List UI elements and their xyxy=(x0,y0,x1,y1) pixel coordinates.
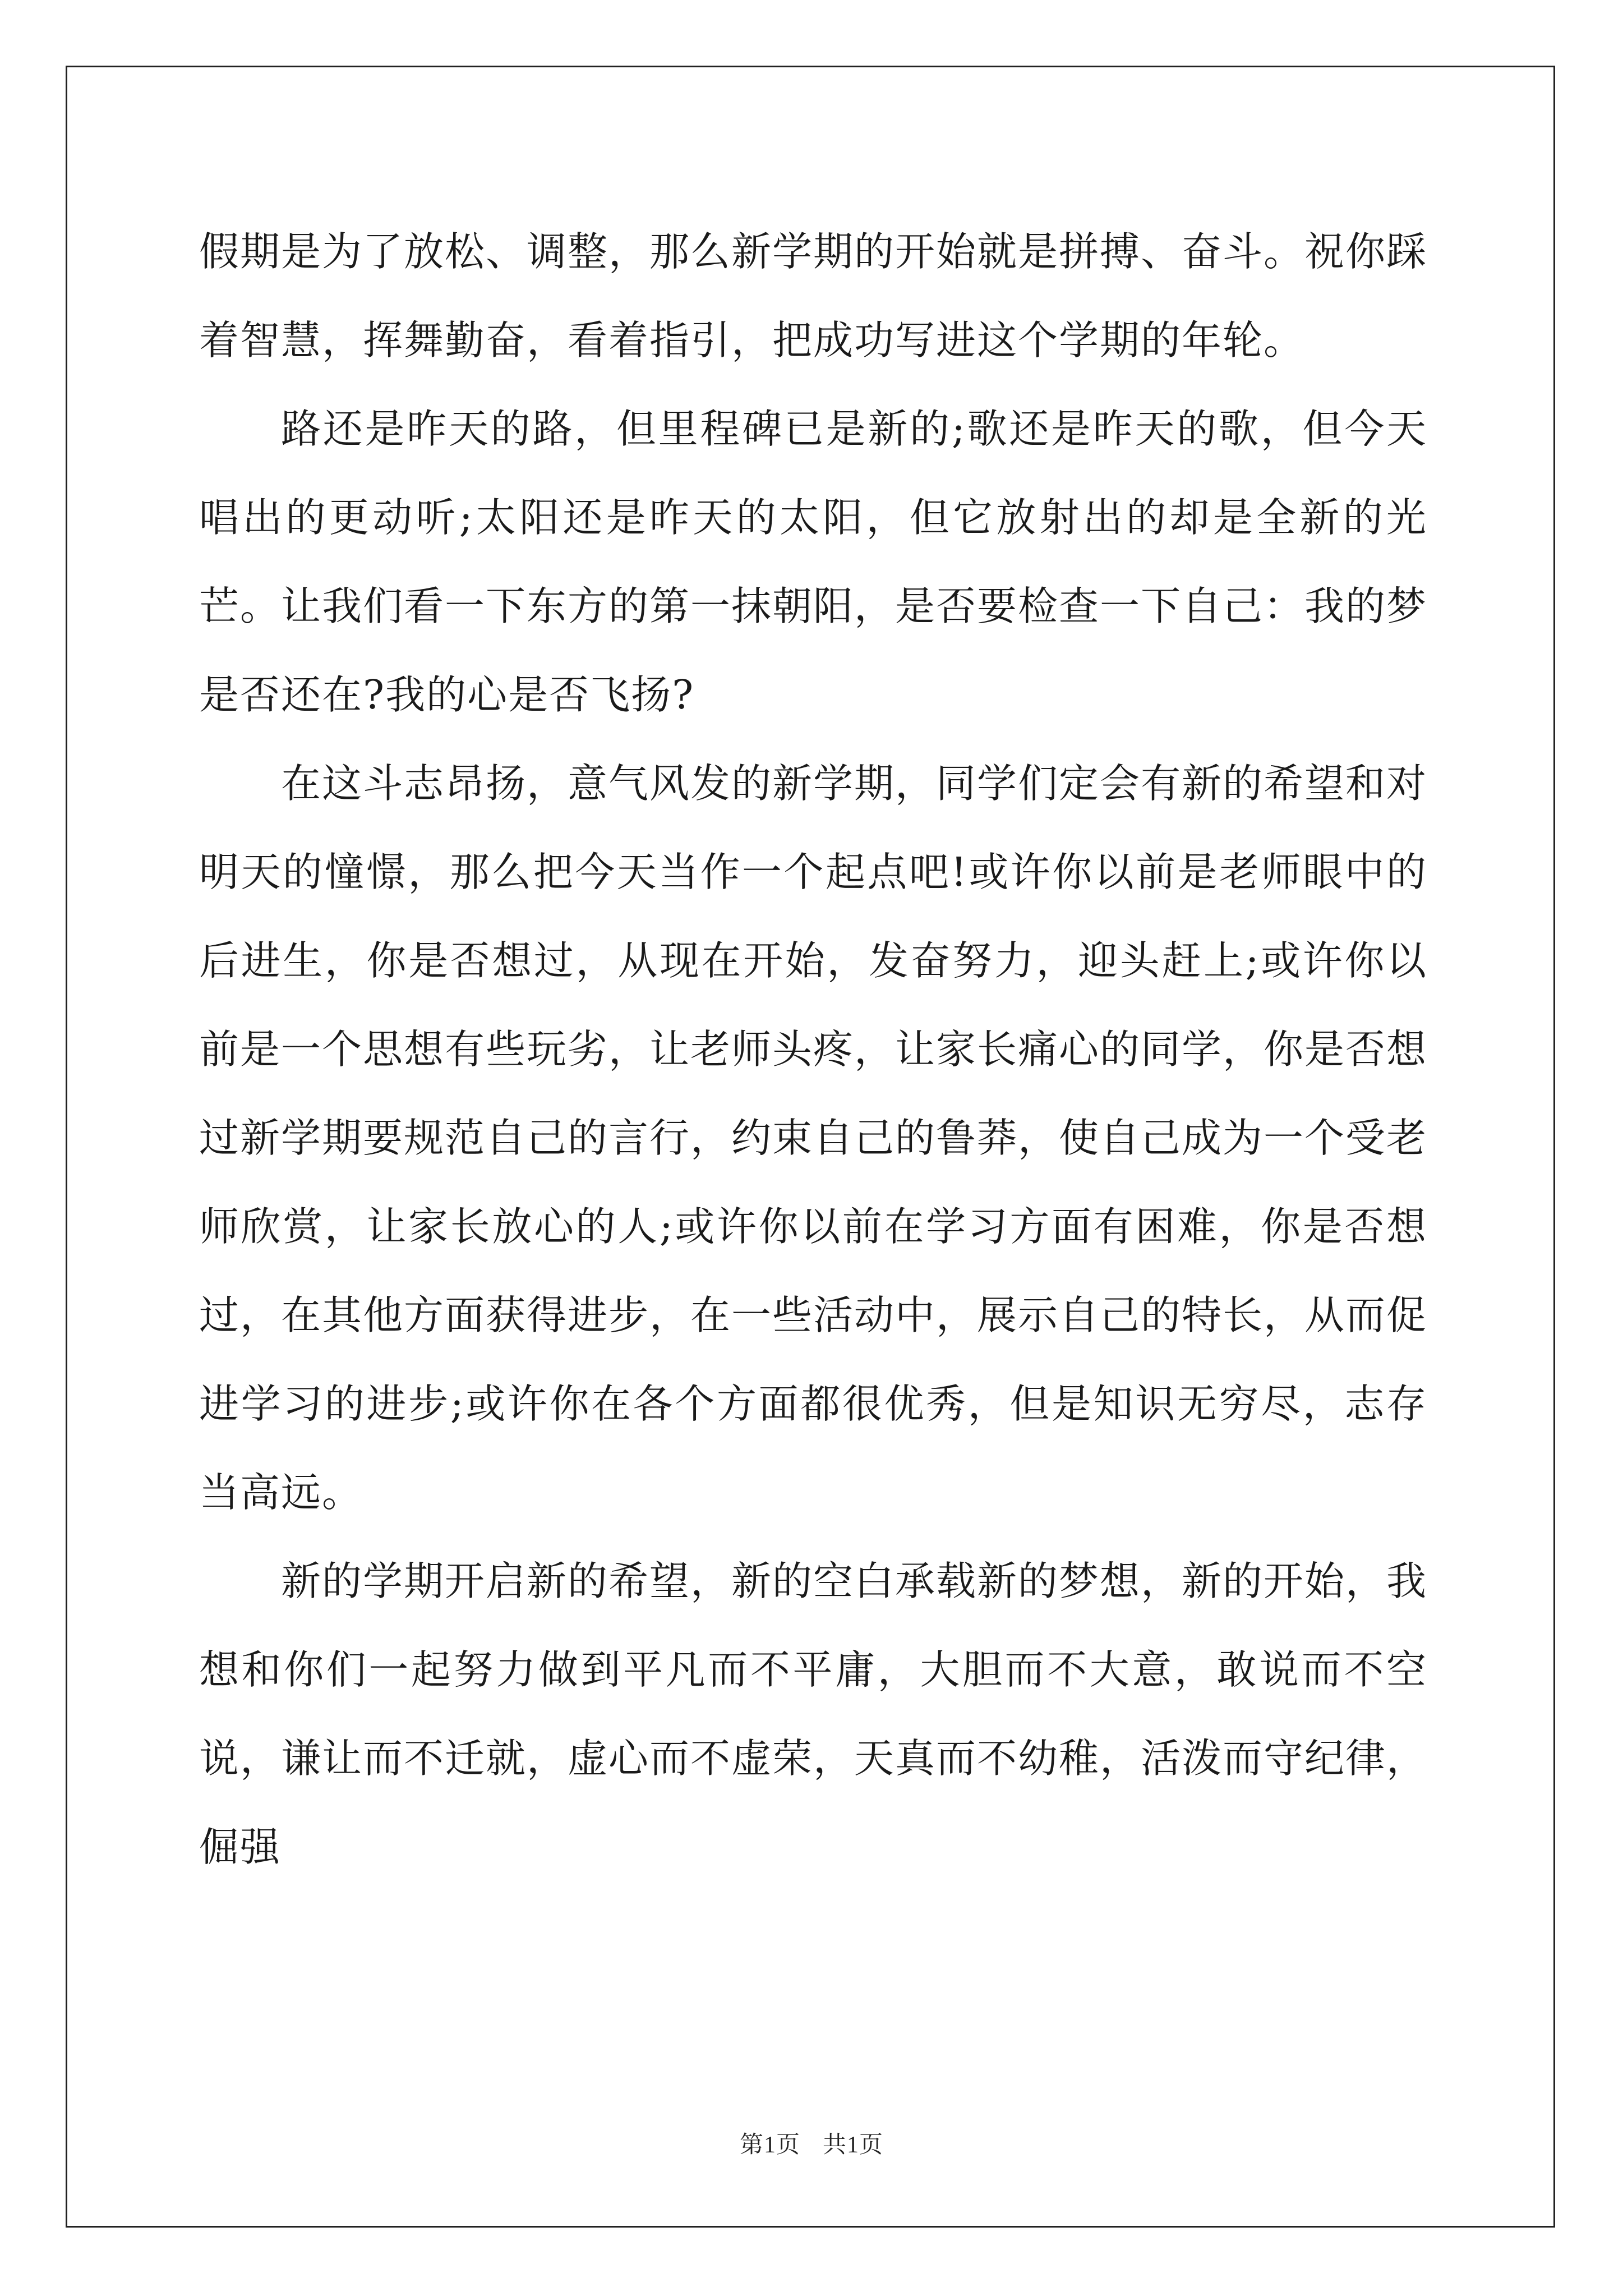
page-total: 共1页 xyxy=(823,2132,884,2158)
paragraph-4: 新的学期开启新的希望，新的空白承载新的梦想，新的开始，我想和你们一起努力做到平凡而不平庸，大胆而不大意，敢说而不空说，谦让而不迁就，虚心而不虚荣，天真而不幼稚，活泼而守纪律，倔强 xyxy=(199,1558,1428,1870)
paragraph-2: 路还是昨天的路，但里程碑已是新的;歌还是昨天的歌，但今天唱出的更动听;太阳还是昨天的太阳，但它放射出的却是全新的光芒。让我们看一下东方的第一抹朝阳，是否要检查一下自己：我的梦是否还在?我的心是否飞扬? xyxy=(199,406,1428,718)
page-footer xyxy=(0,2126,1623,2160)
document-body xyxy=(199,208,1427,1892)
paragraph-3: 在这斗志昂扬，意气风发的新学期，同学们定会有新的希望和对明天的憧憬，那么把今天当作一个起点吧!或许你以前是老师眼中的后进生，你是否想过，从现在开始，发奋努力，迎头赶上;或许你以前是一个思想有些玩劣，让老师头疼，让家长痛心的同学，你是否想过新学期要规范自己的言行，约束自己的鲁莽，使自己成为一个受老师欣赏，让家长放心的人;或许你以前在学习方面有困难，你是否想过，在其他方面获得进步，在一些活动中，展示自己的特长，从而促进学习的进步;或许你在各个方面都很优秀，但是知识无穷尽，志存当高远。 xyxy=(199,760,1428,1516)
paragraph-1: 假期是为了放松、调整，那么新学期的开始就是拼搏、奋斗。祝你踩着智慧，挥舞勤奋，看着指引，把成功写进这个学期的年轮。 xyxy=(199,228,1428,364)
page-number: 第1页 xyxy=(739,2132,800,2158)
